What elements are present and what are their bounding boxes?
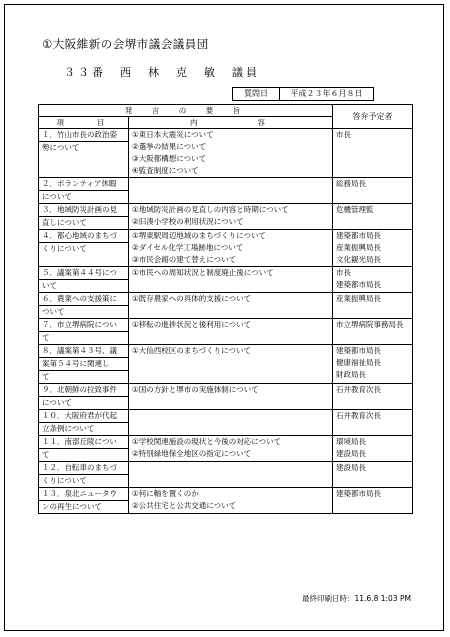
- content-header: 内 容: [129, 117, 333, 129]
- answer-cell: [333, 267, 413, 293]
- answer-cell: [333, 204, 413, 230]
- item-cell: [39, 129, 129, 178]
- answerer-name: 市長: [336, 268, 351, 277]
- item-text: ンの再生について: [39, 500, 128, 513]
- item-text: くりについて: [39, 242, 128, 255]
- answerer-name: 建築都市局長: [336, 489, 381, 498]
- content-cell: [129, 345, 333, 384]
- content-cell: [129, 410, 333, 436]
- answerer-name: 建築都市局長: [336, 346, 381, 355]
- item-text: 直しについて: [39, 216, 128, 229]
- item-text: て: [39, 370, 128, 383]
- answerer-name: 総務局長: [336, 179, 366, 188]
- answerer-name: 環境局長: [336, 437, 366, 446]
- item-text: て: [39, 331, 128, 344]
- content-line: ①東日本大震災について: [132, 130, 214, 139]
- item-cell: [39, 267, 129, 293]
- item-cell: [39, 319, 129, 345]
- answerer-name: 産業振興局長: [336, 243, 381, 252]
- item-text: 案第５４号に関連し: [39, 357, 128, 370]
- content-line: ①何に軸を置くのか: [132, 489, 199, 498]
- content-line: ①大仙西校区のまちづくりについて: [132, 346, 251, 355]
- item-cell: [39, 410, 129, 436]
- table-row: [39, 462, 413, 488]
- answer-cell: [333, 129, 413, 178]
- answerer-name: 建設局長: [336, 449, 366, 458]
- content-cell: [129, 488, 333, 514]
- answer-cell: [333, 384, 413, 410]
- party-name: ①大阪維新の会堺市議会議員団: [42, 37, 209, 51]
- answer-cell: [333, 178, 413, 204]
- content-line: ②選挙の結果について: [132, 142, 207, 151]
- item-text: について: [39, 190, 128, 203]
- answerer-name: 石井教育次長: [336, 411, 381, 420]
- item-text: ５．議案第４４号につ: [42, 268, 117, 277]
- content-cell: [129, 230, 333, 267]
- item-text: １．竹山市長の政治姿: [42, 130, 117, 139]
- item-text: ４．都心地域のまちづ: [42, 231, 117, 240]
- content-cell: [129, 204, 333, 230]
- answer-cell: [333, 488, 413, 514]
- item-cell: [39, 178, 129, 204]
- item-text: くりについて: [39, 474, 128, 487]
- table-row: [39, 293, 413, 319]
- question-date-box: [232, 87, 374, 101]
- content-cell: [129, 384, 333, 410]
- answer-cell: [333, 230, 413, 267]
- item-cell: [39, 204, 129, 230]
- answerer-name: 建築都市局長: [336, 231, 381, 240]
- member-name: ３３番 西 林 克 敏 議員: [64, 66, 260, 79]
- answerer-name: 建築都市局長: [336, 280, 381, 289]
- content-line: ①市民への周知状況と制度廃止後について: [132, 268, 274, 277]
- answerer-name: 文化観光局長: [336, 255, 381, 264]
- content-line: ①国の方針と堺市の実施体制について: [132, 385, 259, 394]
- content-line: ①堺東駅周辺地域のまちづくりについて: [132, 231, 266, 240]
- summary-header: 発 言 の 要 旨: [39, 105, 333, 117]
- item-text: ３．地域防災計画の見: [42, 205, 117, 214]
- answerer-name: 建設局長: [336, 463, 366, 472]
- content-line: ②特別緑地保全地区の指定について: [132, 449, 252, 458]
- content-line: ②ダイセル化学工場跡地について: [132, 243, 244, 252]
- content-cell: [129, 436, 333, 462]
- answerer-name: 財政局長: [336, 370, 366, 379]
- content-line: ④監査制度について: [132, 166, 199, 175]
- content-cell: [129, 462, 333, 488]
- table-row: [39, 345, 413, 384]
- item-text: ついて: [39, 305, 128, 318]
- table-row: [39, 267, 413, 293]
- content-line: ③大阪都構想について: [132, 154, 207, 163]
- answerer-name: 健康福祉局長: [336, 358, 381, 367]
- table-row: [39, 204, 413, 230]
- item-text: 立条例について: [39, 422, 128, 435]
- item-text: いて: [39, 279, 128, 292]
- answerer-name: 石井教育次長: [336, 385, 381, 394]
- answer-cell: [333, 462, 413, 488]
- item-text: ６．農業への支援策に: [42, 294, 117, 303]
- answerer-name: 産業振興局長: [336, 294, 381, 303]
- answer-cell: [333, 319, 413, 345]
- content-line: ②公共住宅と公共交通について: [132, 501, 237, 510]
- date-value: 平成２３年６月８日: [290, 89, 363, 98]
- table-row: [39, 488, 413, 514]
- content-line: ②旧湊小学校の利用状況について: [132, 217, 244, 226]
- date-label: 質問日: [233, 88, 280, 100]
- item-cell: [39, 436, 129, 462]
- table-row: [39, 319, 413, 345]
- item-text: １３．泉北ニュータウ: [42, 489, 117, 498]
- content-cell: [129, 267, 333, 293]
- content-cell: [129, 293, 333, 319]
- content-line: ①学校関連施設の現状と今後の対応について: [132, 437, 282, 446]
- item-text: について: [39, 396, 128, 409]
- content-line: ③市民会館の建て替えについて: [132, 255, 237, 264]
- item-text: ８．議案第４３号、議: [42, 346, 117, 355]
- item-text: １１．南部丘陵につい: [42, 437, 117, 446]
- table-row: [39, 384, 413, 410]
- content-cell: [129, 129, 333, 178]
- item-header: 項 目: [39, 117, 129, 129]
- table-row: [39, 129, 413, 178]
- item-text: １２．自転車のまちづ: [42, 463, 117, 472]
- item-cell: [39, 462, 129, 488]
- item-text: １０．大阪府君が代起: [42, 411, 117, 420]
- content-line: ①既存農家への具体的支援について: [132, 294, 252, 303]
- question-table: [38, 104, 413, 514]
- table-row: [39, 178, 413, 204]
- item-cell: [39, 345, 129, 384]
- content-line: ①地域防災計画の見直しの内容と時期について: [132, 205, 289, 214]
- table-row: [39, 230, 413, 267]
- table-row: [39, 436, 413, 462]
- answer-cell: [333, 345, 413, 384]
- item-text: 勢について: [39, 141, 128, 154]
- answer-cell: [333, 436, 413, 462]
- item-cell: [39, 488, 129, 514]
- answerer-name: 市立堺病院事務局長: [336, 320, 404, 329]
- content-line: ①移転の進捗状況と後利用について: [132, 320, 252, 329]
- content-cell: [129, 319, 333, 345]
- table-row: [39, 410, 413, 436]
- answer-cell: [333, 410, 413, 436]
- answerer-name: 市長: [336, 130, 351, 139]
- item-text: ９．北朝鮮の拉致事件: [42, 385, 117, 394]
- item-cell: [39, 230, 129, 267]
- item-text: ７．市立堺病院につい: [42, 320, 117, 329]
- print-timestamp: 最終印刷日時：11.6.8 1:03 PM: [302, 594, 411, 603]
- item-cell: [39, 293, 129, 319]
- answer-header: 答弁予定者: [333, 105, 413, 129]
- answer-cell: [333, 293, 413, 319]
- item-cell: [39, 384, 129, 410]
- item-text: て: [39, 448, 128, 461]
- item-text: ２．ボランティア休暇: [42, 179, 117, 188]
- content-cell: [129, 178, 333, 204]
- answerer-name: 危機管理監: [336, 205, 374, 214]
